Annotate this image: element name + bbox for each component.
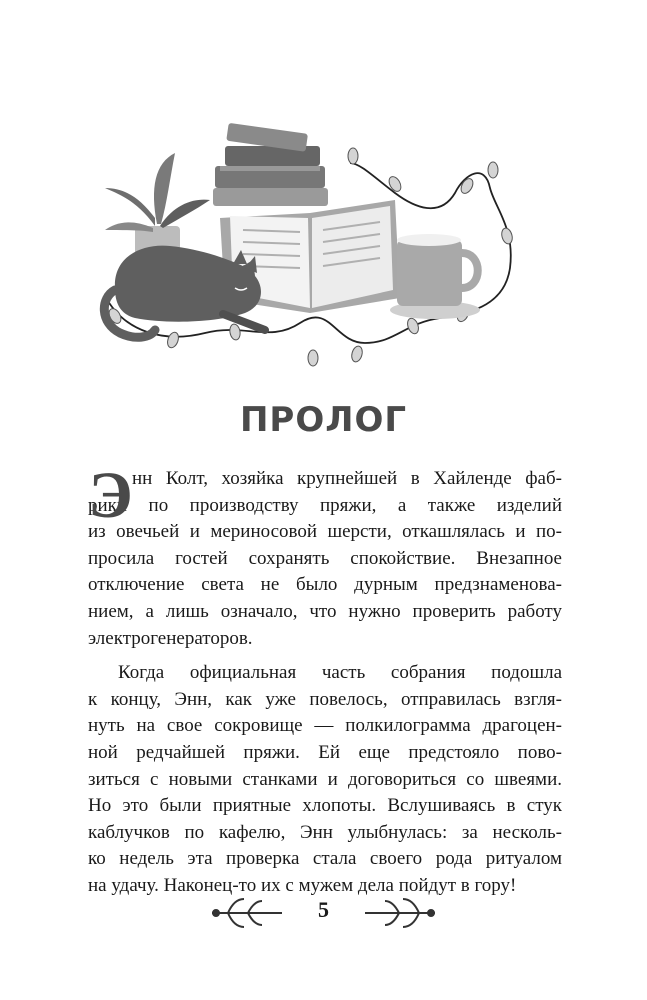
paragraph-2 [88, 660, 562, 899]
text-line: Когда официальная часть собрания подошла [118, 662, 562, 684]
coffee-mug-icon [390, 234, 480, 319]
text-line: Но это были приятные хлопоты. Вслушиваясь в стук [88, 795, 562, 817]
text-line: нуть на свое сокровище — полкилограмма драгоцен- [88, 715, 562, 737]
cozy-reading-illustration [95, 118, 550, 388]
text-line: на удачу. Наконец-то их с мужем дела пойдут в гору! [88, 874, 517, 896]
books-stack-icon [213, 123, 328, 206]
text-line: отключение света не было дурным предзнаменова- [88, 574, 562, 596]
text-line: каблучков по кафелю, Энн улыбнулась: за несколь- [88, 821, 562, 843]
paragraph-1 [88, 459, 562, 652]
text-line: нн Колт, хозяйка крупнейшей в Хайленде фаб- [132, 468, 562, 489]
text-line: ной редчайшей пряжи. Ей еще предстояло пово- [88, 741, 562, 763]
text-line: просила гостей сохранять спокойствие. Внезапное [88, 547, 562, 569]
text-line: зиться с новыми станками и договориться со швеями. [88, 768, 562, 790]
drop-cap: Э [88, 459, 133, 532]
text-line: к концу, Энн, как уже повелось, отправилась взгля- [88, 688, 562, 710]
body-text [88, 459, 562, 900]
text-line: электрогенераторов. [88, 627, 253, 649]
text-line: рики по производству пряжи, а также изделий [88, 494, 562, 516]
chapter-title: ПРОЛОГ [239, 400, 408, 440]
text-line: из овечьей и мериносовой шерсти, откашлялась и по- [88, 521, 562, 543]
text-line: нием, а лишь означало, что нужно проверить работу [88, 600, 562, 622]
text-line: ко недель эта проверка стала своего рода ритуалом [88, 848, 562, 870]
page-number: 5 [318, 897, 329, 922]
